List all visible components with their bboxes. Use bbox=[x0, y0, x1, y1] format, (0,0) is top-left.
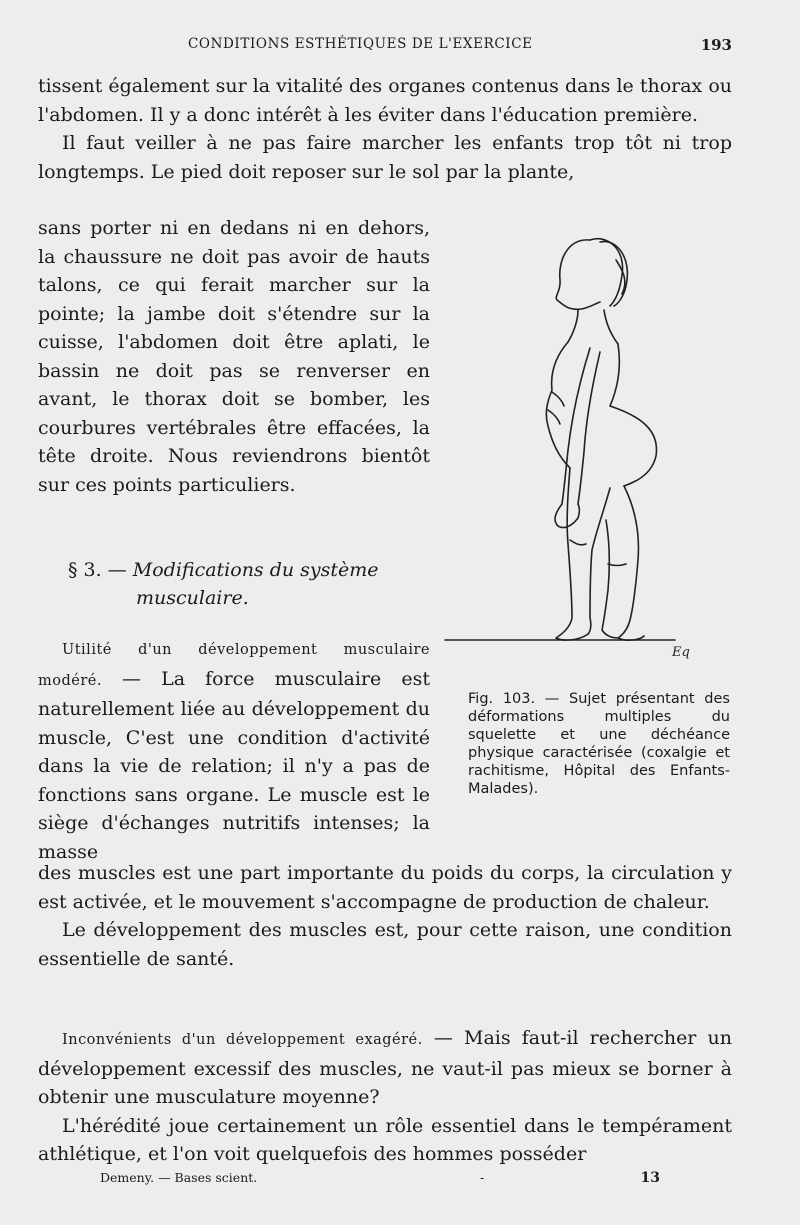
subsection-dash: — bbox=[101, 667, 142, 690]
muscle-paragraph-full bbox=[38, 859, 732, 973]
footer-mark: - bbox=[480, 1170, 485, 1185]
section-number: § 3. — bbox=[68, 559, 127, 581]
heredity-paragraph: L'hérédité joue certainement un rôle essentiel dans le tempérament athlétique, et l'on voit quelquefois des hommes posséder bbox=[38, 1114, 732, 1165]
figure-103 bbox=[440, 220, 740, 680]
page-number: 193 bbox=[700, 36, 732, 54]
illustrator-signature: Eq bbox=[672, 645, 690, 660]
muscle-text-column: La force musculaire est naturellement liée au développement du muscle, C'est une condition d'activité dans la vie de relation; il n'y a pas de fonctions sans organe. Le muscle est le siège d'échanges nutritifs intenses; la masse bbox=[38, 667, 430, 863]
footer-author: Demeny. — Bases scient. bbox=[100, 1170, 258, 1185]
excess-paragraph bbox=[38, 1024, 732, 1169]
intro-text: tissent également sur la vitalité des organes contenus dans le thorax ou l'abdomen. Il y a donc intérêt à les éviter dans l'éducation première. bbox=[38, 75, 732, 126]
intro-paragraph bbox=[38, 72, 732, 186]
walk-paragraph-column bbox=[38, 214, 430, 499]
walk-paragraph-continuation: sans porter ni en dedans ni en dehors, la chaussure ne doit pas avoir de hauts talons, ce qui ferait marcher sur la pointe; la jambe doit s'étendre sur la cuisse, l'abdomen doit être aplati, le bassin ne doit pas se renverser en avant, le thorax doit se bomber, les courbures vertébrales être effacées, la tête droite. Nous reviendrons bientôt sur ces points particuliers. bbox=[38, 217, 430, 496]
section-title-line2: musculaire. bbox=[136, 587, 249, 609]
page-header bbox=[38, 36, 732, 60]
subsection-heading-utility: Utilité d'un développement musculaire modéré. bbox=[38, 642, 430, 689]
running-title: CONDITIONS ESTHÉTIQUES DE L'EXERCICE bbox=[188, 36, 533, 52]
muscle-text-full: des muscles est une part importante du poids du corps, la circulation y est activée, et le mouvement s'accompagne de production de chaleur. bbox=[38, 862, 732, 913]
signature-number: 13 bbox=[640, 1170, 660, 1186]
muscle-paragraph-column bbox=[38, 634, 430, 866]
walk-paragraph-start: Il faut veiller à ne pas faire marcher les enfants trop tôt ni trop longtemps. Le pied doit reposer sur le sol par la plante, bbox=[38, 132, 732, 183]
excess-text: — Mais faut-il rechercher un développement excessif des muscles, ne vaut-il pas mieux se borner à obtenir une musculature moyenne? bbox=[38, 1027, 732, 1108]
caption-text: — Sujet présentant des déformations multiples du squelette et une déchéance physique caractérisée (coxalgie et rachitisme, Hôpital des Enfants-Malades). bbox=[468, 691, 730, 797]
figure-caption bbox=[468, 690, 730, 798]
subsection-heading-excess: Inconvénients d'un développement exagéré. bbox=[62, 1032, 423, 1048]
caption-label: Fig. 103. bbox=[468, 691, 536, 707]
health-paragraph: Le développement des muscles est, pour cette raison, une condition essentielle de santé. bbox=[38, 919, 732, 970]
page-footer bbox=[100, 1170, 660, 1194]
section-heading bbox=[38, 556, 430, 612]
section-title-line1: Modifications du système bbox=[132, 559, 379, 581]
standing-figure-illustration bbox=[440, 220, 740, 680]
